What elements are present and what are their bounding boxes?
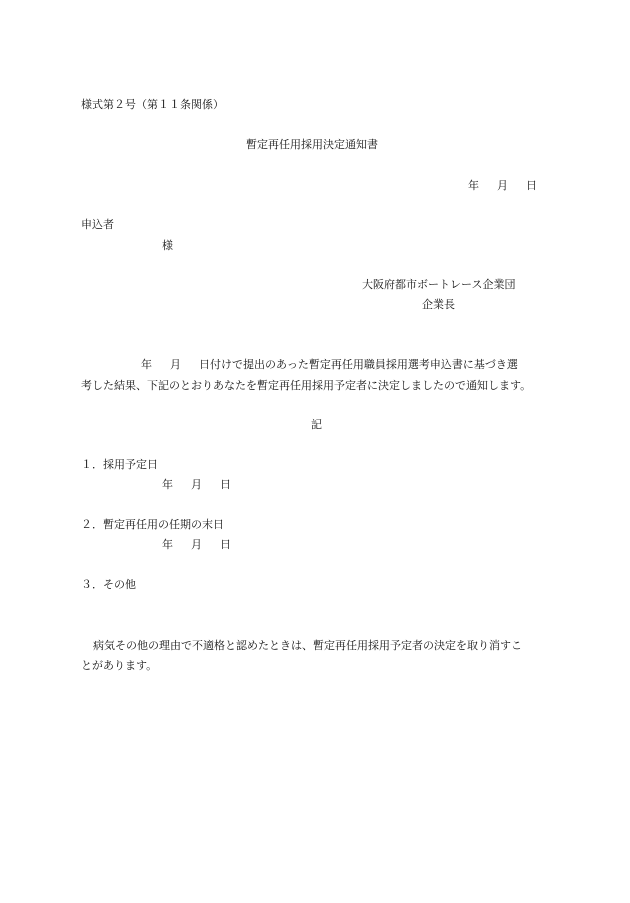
referenced-date-month: 月 <box>170 358 181 371</box>
referenced-date-year: 年 <box>141 358 152 371</box>
body-paragraph-line-2: 考した結果、下記のとおりあなたを暫定再任用採用予定者に決定しましたので通知します。 <box>81 379 532 392</box>
note-line-1: 病気その他の理由で不適格と認めたときは、暫定再任用採用予定者の決定を取り消すこ <box>93 639 522 652</box>
item-1-label: １．採用予定日 <box>81 458 158 471</box>
item-3-label: ３．その他 <box>81 578 136 591</box>
item-2-year: 年 <box>162 538 173 551</box>
body-paragraph-line-1 <box>141 359 518 370</box>
issue-date-month: 月 <box>497 179 508 192</box>
issue-date-day: 日 <box>526 179 537 192</box>
body-text-1: 付けで提出のあった暫定再任用職員採用選考申込書に基づき選 <box>210 358 518 371</box>
item-2-label: ２．暫定再任用の任期の末日 <box>81 518 224 531</box>
item-1-date <box>162 479 231 490</box>
note-line-2: とがあります。 <box>81 659 158 672</box>
issuer-title: 企業長 <box>422 298 455 311</box>
document-title: 暫定再任用採用決定通知書 <box>246 138 378 151</box>
applicant-label: 申込者 <box>81 218 114 231</box>
item-2-month: 月 <box>191 538 202 551</box>
applicant-honorific: 様 <box>162 239 173 252</box>
issue-date <box>468 180 537 191</box>
issue-date-year: 年 <box>468 179 479 192</box>
item-2-date <box>162 539 231 550</box>
ki-heading: 記 <box>311 418 322 431</box>
issuer-organization: 大阪府都市ボートレース企業団 <box>362 278 516 291</box>
item-2-day: 日 <box>220 538 231 551</box>
item-1-month: 月 <box>191 478 202 491</box>
referenced-date-day: 日 <box>199 358 210 371</box>
referenced-date <box>141 359 210 370</box>
item-1-day: 日 <box>220 478 231 491</box>
form-number: 様式第２号（第１１条関係） <box>81 98 224 111</box>
item-1-year: 年 <box>162 478 173 491</box>
